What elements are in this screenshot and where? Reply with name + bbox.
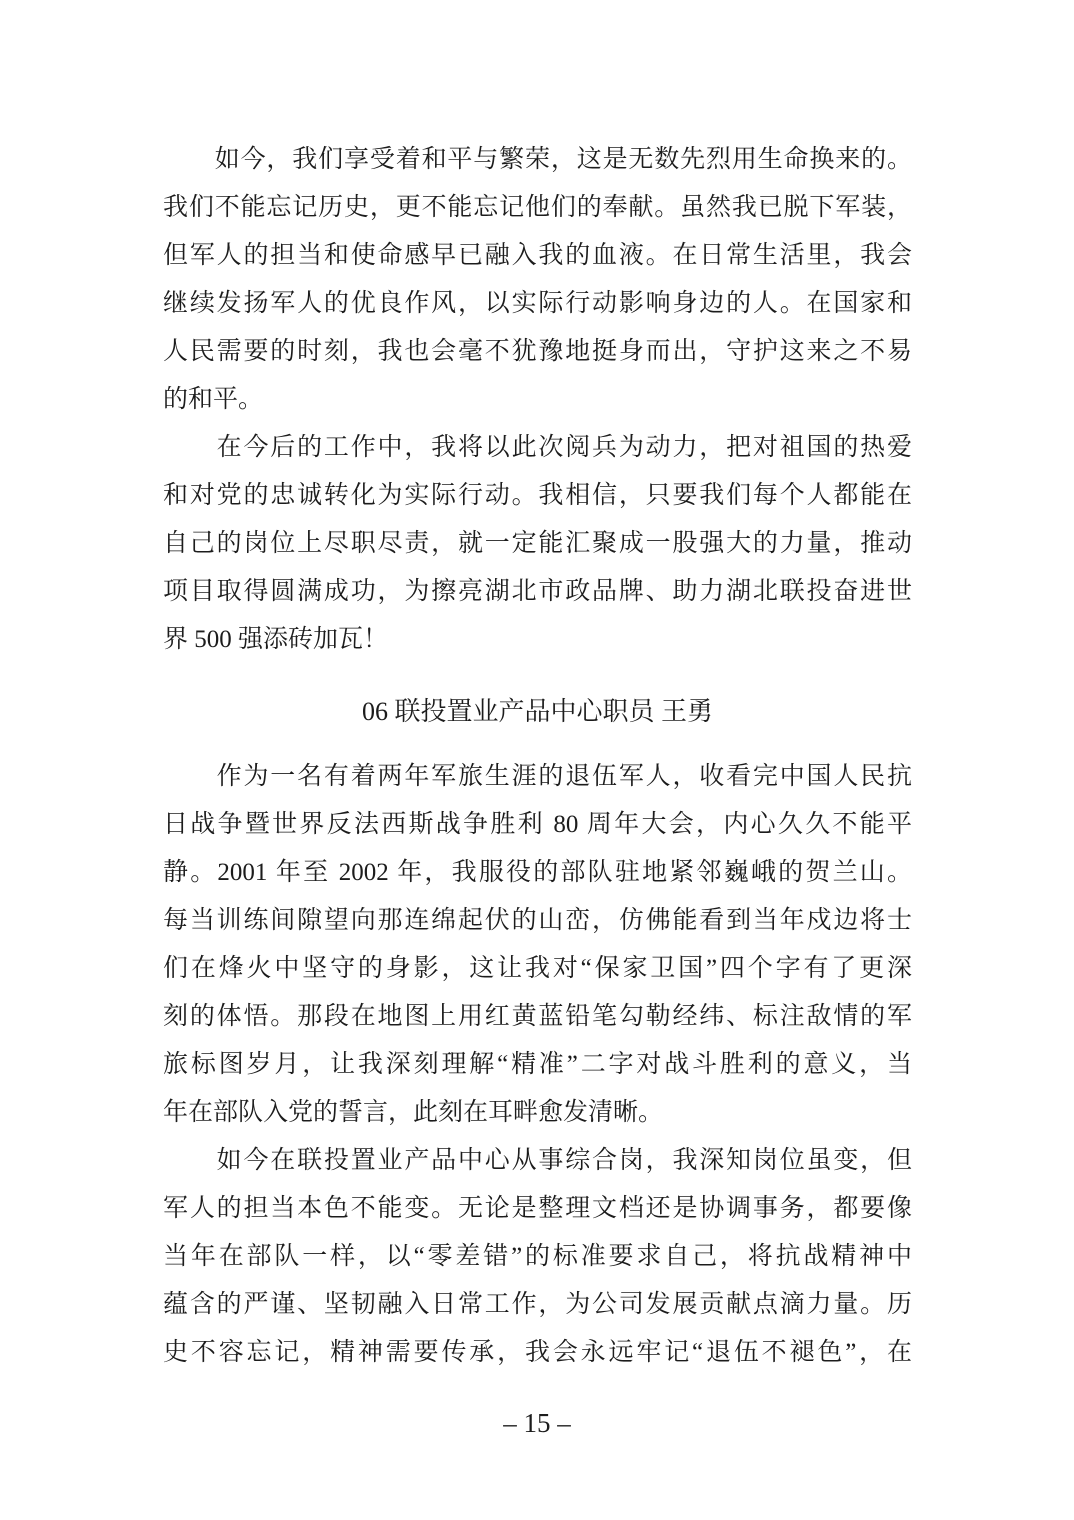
- text-line: 刻的体悟。那段在地图上用红黄蓝铅笔勾勒经纬、标注敌情的军: [163, 1003, 912, 1030]
- paragraph-3: [163, 753, 912, 1137]
- text-line: 自己的岗位上尽职尽责，就一定能汇聚成一股强大的力量，推动: [163, 530, 912, 557]
- text-line: 人民需要的时刻，我也会毫不犹豫地挺身而出，守护这来之不易: [163, 338, 912, 365]
- text-line: 但军人的担当和使命感早已融入我的血液。在日常生活里，我会: [163, 242, 912, 269]
- text-line: 旅标图岁月，让我深刻理解“精准”二字对战斗胜利的意义，当: [163, 1051, 912, 1078]
- text-line: 每当训练间隙望向那连绵起伏的山峦，仿佛能看到当年戍边将士: [163, 907, 912, 934]
- paragraph-1: [163, 136, 912, 424]
- text-column: [163, 136, 912, 1377]
- page-number: – 15 –: [503, 1408, 571, 1438]
- text-line: 在今后的工作中，我将以此次阅兵为动力，把对祖国的热爱: [163, 434, 912, 461]
- text-line: 史不容忘记，精神需要传承，我会永远牢记“退伍不褪色”，在: [163, 1339, 912, 1366]
- paragraph-4: [163, 1137, 912, 1377]
- text-line: 的和平。: [163, 386, 264, 413]
- text-line: 年在部队入党的誓言，此刻在耳畔愈发清晰。: [163, 1099, 664, 1126]
- text-line: 和对党的忠诚转化为实际行动。我相信，只要我们每个人都能在: [163, 482, 912, 509]
- paragraph-2: [163, 424, 912, 664]
- text-line: 如今在联投置业产品中心从事综合岗，我深知岗位虽变，但: [163, 1147, 912, 1174]
- text-line: 界 500 强添砖加瓦！: [163, 626, 389, 653]
- text-line: 蕴含的严谨、坚韧融入日常工作，为公司发展贡献点滴力量。历: [163, 1291, 912, 1318]
- text-line: 如今，我们享受着和平与繁荣，这是无数先烈用生命换来的。: [163, 146, 912, 173]
- text-line: 日战争暨世界反法西斯战争胜利 80 周年大会，内心久久不能平: [163, 811, 912, 838]
- text-line: 作为一名有着两年军旅生涯的退伍军人，收看完中国人民抗: [163, 763, 912, 790]
- text-line: 静。2001 年至 2002 年，我服役的部队驻地紧邻巍峨的贺兰山。: [163, 859, 912, 886]
- section-heading: 06 联投置业产品中心职员 王勇: [361, 697, 713, 726]
- text-line: 继续发扬军人的优良作风，以实际行动影响身边的人。在国家和: [163, 290, 912, 317]
- text-line: 项目取得圆满成功，为擦亮湖北市政品牌、助力湖北联投奋进世: [163, 578, 912, 605]
- text-line: 们在烽火中坚守的身影，这让我对“保家卫国”四个字有了更深: [163, 955, 912, 982]
- text-line: 我们不能忘记历史，更不能忘记他们的奉献。虽然我已脱下军装，: [163, 194, 912, 221]
- text-line: 当年在部队一样，以“零差错”的标准要求自己，将抗战精神中: [163, 1243, 912, 1270]
- text-line: 军人的担当本色不能变。无论是整理文档还是协调事务，都要像: [163, 1195, 912, 1222]
